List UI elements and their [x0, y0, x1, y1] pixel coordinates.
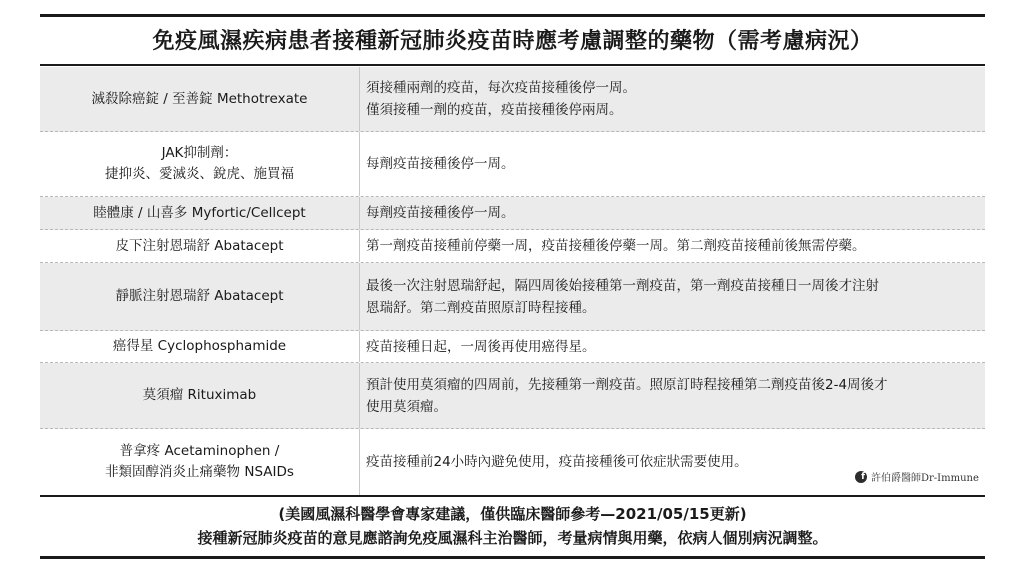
page-title: 免疫風濕疾病患者接種新冠肺炎疫苗時應考慮調整的藥物（需考慮病況）: [152, 29, 873, 54]
drug-name: 滅殺除癌錠 / 至善錠 Methotrexate: [91, 90, 308, 107]
facebook-icon: f: [855, 471, 867, 483]
guidance-text: 每劑疫苗接種後停一周。: [366, 205, 515, 221]
guidance-text: 疫苗接種日起，一周後再使用癌得星。: [366, 338, 596, 355]
table-row-abatacept-sc: [40, 230, 985, 263]
table-row-jak-inhibitor: [40, 132, 985, 197]
credit-text: 許伯爵醫師Dr-Immune: [871, 473, 979, 484]
guidance-text: 第一劑疫苗接種前停藥一周，疫苗接種後停藥一周。第二劑疫苗接種前後無需停藥。: [366, 238, 866, 254]
top-rule: [40, 14, 985, 17]
medication-table: [40, 67, 985, 495]
drug-name: 非類固醇消炎止痛藥物 NSAIDs: [105, 464, 294, 480]
drug-cell: [40, 263, 360, 330]
guidance-text: 僅須接種一劑的疫苗，疫苗接種後停兩周。: [366, 102, 623, 118]
title-rule: [40, 64, 985, 66]
drug-name: 靜脈注射恩瑞舒 Abatacept: [115, 288, 284, 304]
table-row-rituximab: [40, 363, 985, 429]
drug-name: 捷抑炎、愛滅炎、銳虎、施買福: [105, 166, 294, 182]
guidance-cell: [360, 429, 985, 495]
drug-cell: [40, 132, 360, 196]
table-row-methotrexate: [40, 67, 985, 132]
drug-name: JAK抑制劑：: [161, 145, 238, 161]
drug-name: 癌得星 Cyclophosphamide: [112, 338, 287, 354]
drug-name: 莫須瘤 Rituximab: [142, 387, 257, 403]
guidance-text: 恩瑞舒。第二劑疫苗照原訂時程接種。: [366, 299, 596, 316]
guidance-cell: [360, 230, 985, 262]
table-row-cyclophosphamide: [40, 331, 985, 363]
guidance-text: 須接種兩劑的疫苗，每次疫苗接種後停一周。: [366, 80, 636, 96]
source-note: (美國風濕科醫學會專家建議，僅供臨床醫師參考—2021/05/15更新): [278, 505, 747, 523]
guidance-cell: [360, 363, 985, 428]
guidance-text: 最後一次注射恩瑞舒起，隔四周後始接種第一劑疫苗，第一劑疫苗接種日一周後才注射: [366, 277, 879, 294]
drug-name: 普拿疼 Acetaminophen /: [119, 443, 280, 459]
table-row-myfortic: [40, 197, 985, 230]
drug-cell: [40, 197, 360, 229]
footer-rule: [40, 495, 985, 497]
drug-cell: [40, 331, 360, 362]
drug-name: 睦體康 / 山喜多 Myfortic/Cellcept: [93, 204, 306, 221]
author-credit: [855, 469, 979, 484]
advice-note: 接種新冠肺炎疫苗的意見應諮詢免疫風濕科主治醫師，考量病情與用藥，依病人個別病況調整。: [197, 529, 828, 547]
guidance-cell: [360, 67, 985, 131]
guidance-cell: [360, 132, 985, 196]
guidance-cell: [360, 197, 985, 229]
drug-cell: [40, 429, 360, 495]
table-row-abatacept-iv: [40, 263, 985, 331]
drug-cell: [40, 230, 360, 262]
guidance-text: 每劑疫苗接種後停一周。: [366, 156, 515, 172]
guidance-text: 預計使用莫須瘤的四周前，先接種第一劑疫苗。照原訂時程接種第二劑疫苗後2-4周後才: [366, 376, 888, 393]
guidance-cell: [360, 331, 985, 362]
guidance-text: 使用莫須瘤。: [366, 398, 447, 415]
guidance-text: 疫苗接種前24小時內避免使用，疫苗接種後可依症狀需要使用。: [366, 454, 748, 470]
guidance-cell: [360, 263, 985, 330]
drug-cell: [40, 363, 360, 428]
table-row-acetaminophen: [40, 429, 985, 495]
drug-cell: [40, 67, 360, 131]
bottom-rule: [40, 556, 985, 559]
drug-name: 皮下注射恩瑞舒 Abatacept: [115, 237, 284, 254]
